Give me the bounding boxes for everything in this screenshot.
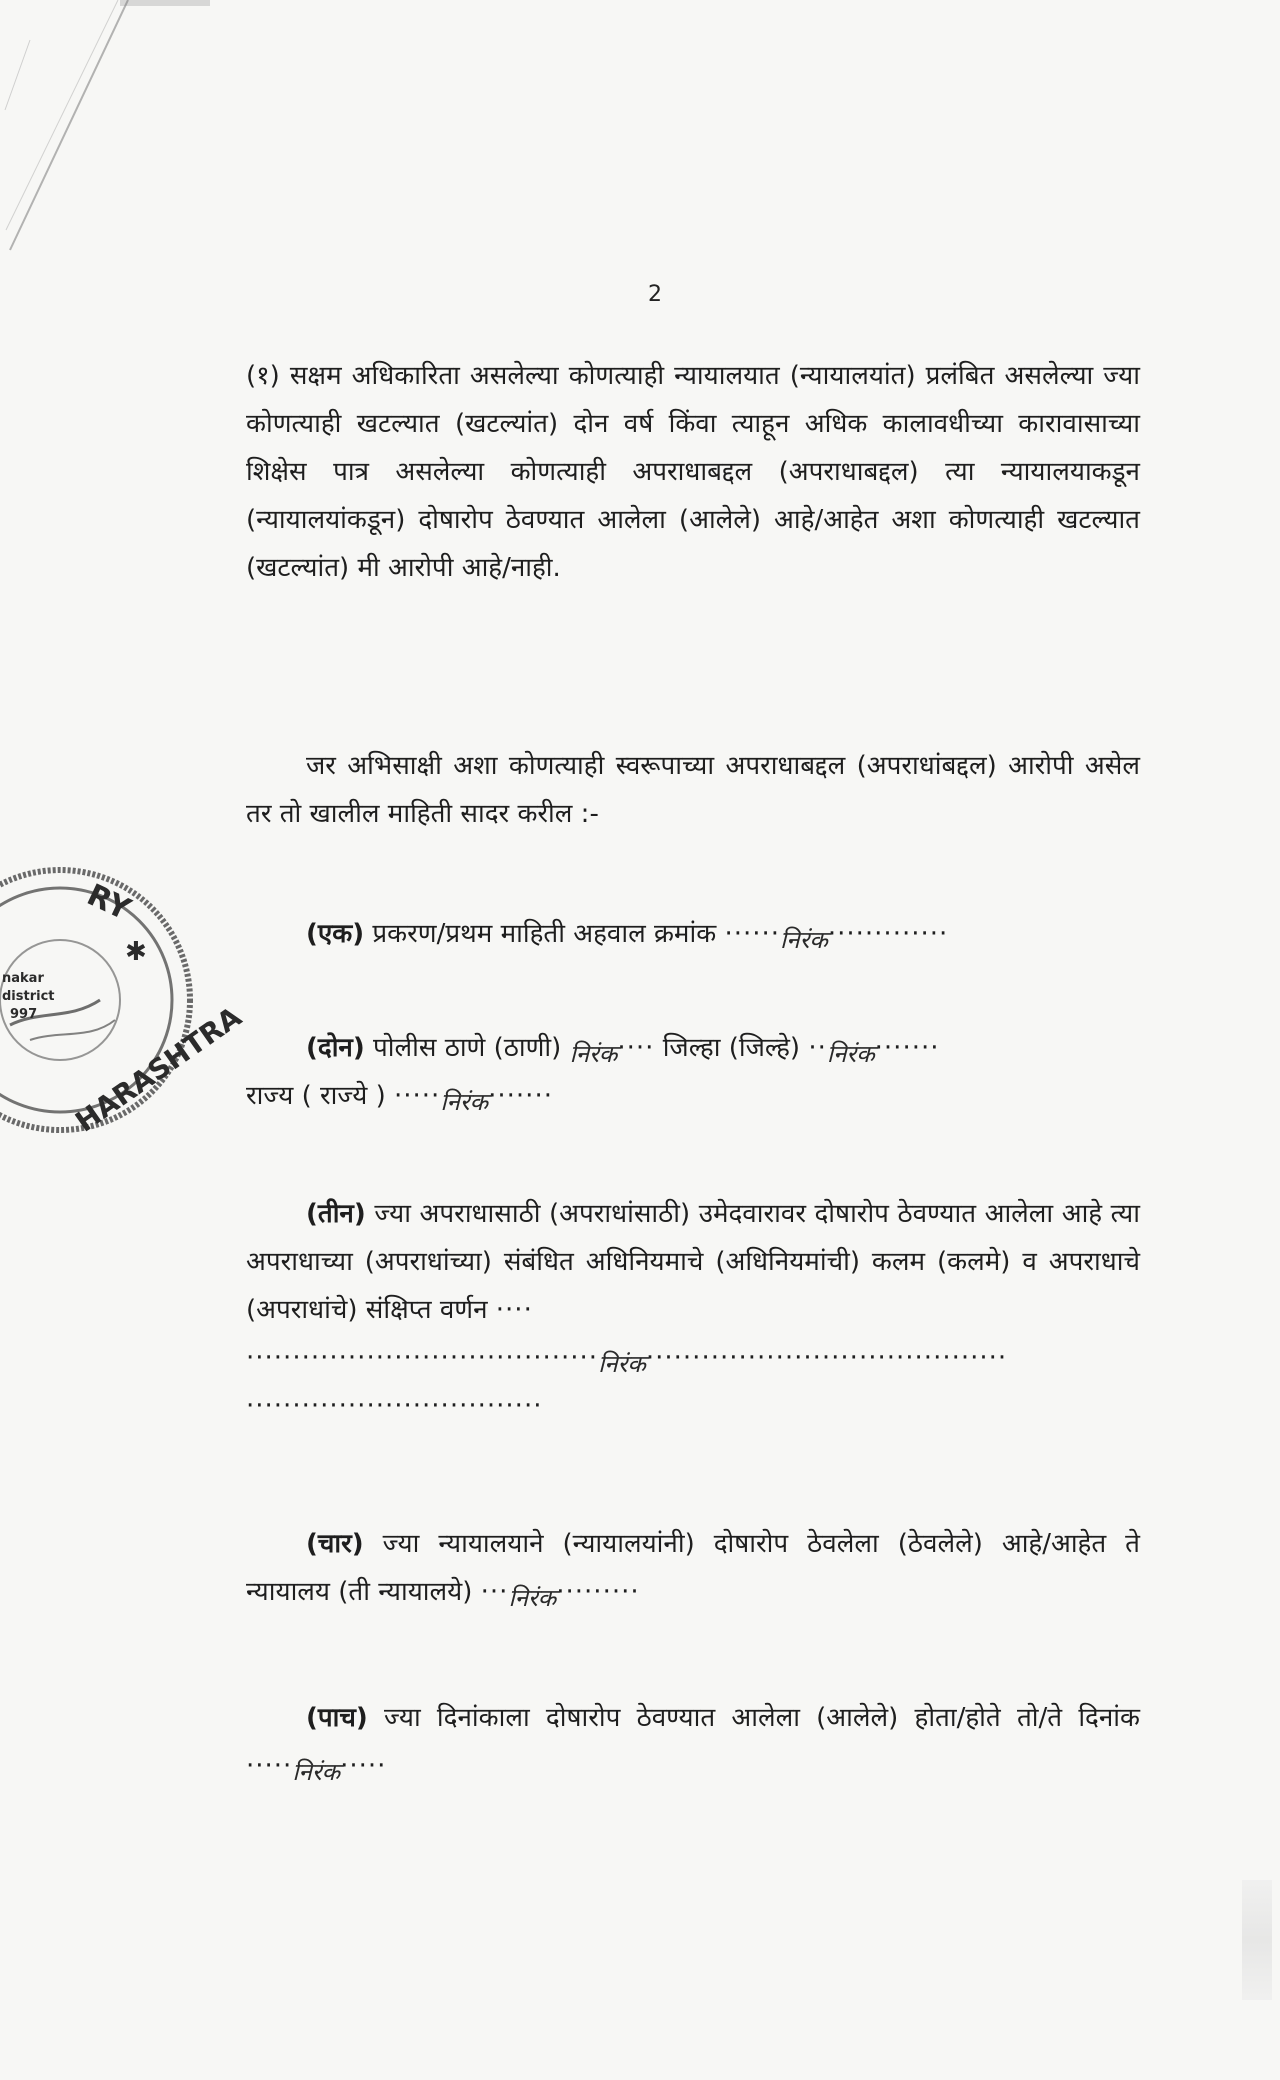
- handwritten-answer: निरंक: [598, 1350, 646, 1378]
- item-text: राज्य ( राज्ये ): [246, 1081, 386, 1111]
- item-marker: (तीन): [306, 1199, 366, 1229]
- handwritten-answer: निरंक: [292, 1758, 341, 1786]
- handwritten-answer: निरंक: [440, 1088, 489, 1116]
- svg-text:✱: ✱: [125, 937, 147, 967]
- scan-smudge-right: [1242, 1880, 1272, 2000]
- dotted-line: ····: [617, 1033, 655, 1063]
- item-four: [246, 1520, 1140, 1616]
- dotted-line: ································: [246, 1391, 543, 1421]
- dotted-line: ··: [808, 1033, 827, 1063]
- item-text: ज्या दिनांकाला दोषारोप ठेवण्यात आलेला (आलेले) होता/होते तो/ते दिनांक: [384, 1703, 1140, 1733]
- svg-text:district: district: [2, 989, 55, 1004]
- handwritten-answer: निरंक: [508, 1584, 557, 1612]
- svg-text:HARASHTRA: HARASHTRA: [69, 1000, 248, 1139]
- item-text: जिल्हा (जिल्हे): [662, 1033, 801, 1063]
- dotted-line: ·····: [246, 1751, 293, 1781]
- svg-text:RY: RY: [81, 877, 136, 928]
- dotted-line: ·········: [556, 1577, 640, 1607]
- paragraph-1: (१) सक्षम अधिकारिता असलेल्या कोणत्याही न्यायालयात (न्यायालयांत) प्रलंबित असलेल्या ज्या कोणत्याही खटल्यात (खटल्यांत) दोन वर्ष किंवा त्याहून अधिक कालावधीच्या कारावासाच्या शिक्षेस पात्र असलेल्या कोणत्याही अपराधाबद्दल (अपराधाबद्दल) त्या न्यायालयाकडून (न्यायालयांकडून) दोषारोप ठेवण्यात आलेला (आलेले) आहे/आहेत अशा कोणत्याही खटल्यात (खटल्यांत) मी आरोपी आहे/नाही.: [246, 361, 1140, 583]
- item-one: [246, 910, 1140, 958]
- dotted-line: ·······: [874, 1033, 940, 1063]
- dotted-line: ·······································: [645, 1343, 1008, 1373]
- item-five: [246, 1694, 1140, 1790]
- handwritten-answer: निरंक: [826, 1040, 875, 1068]
- item-marker: (पाच): [306, 1703, 368, 1733]
- item-marker: (एक): [306, 919, 365, 949]
- dotted-line: ·····: [340, 1751, 387, 1781]
- scan-edge-marks: [0, 0, 200, 300]
- item-two: [246, 1024, 1140, 1120]
- handwritten-answer: निरंक: [569, 1040, 618, 1068]
- item-text: प्रकरण/प्रथम माहिती अहवाल क्रमांक: [372, 919, 717, 949]
- svg-text:nakar: nakar: [2, 971, 44, 986]
- dotted-line: ···: [480, 1577, 509, 1607]
- item-three: [246, 1190, 1140, 1430]
- page-number: 2: [648, 282, 662, 307]
- item-marker: (चार): [306, 1529, 364, 1559]
- dotted-line: ······································: [246, 1343, 599, 1373]
- dotted-line: ·····: [394, 1081, 441, 1111]
- dotted-line: ·············: [827, 919, 949, 949]
- svg-text:997: 997: [10, 1007, 38, 1022]
- dotted-line: ····: [495, 1295, 533, 1325]
- item-text: ज्या अपराधासाठी (अपराधांसाठी) उमेदवारावर दोषारोप ठेवण्यात आलेला आहे त्या अपराधाच्या (अपराधांच्या) संबंधित अधिनियमाचे (अधिनियमांची) कलम (कलमे) व अपराधाचे (अपराधांचे) संक्षिप्त वर्णन: [246, 1199, 1140, 1325]
- item-marker: (दोन): [306, 1033, 365, 1063]
- dotted-line: ······: [724, 919, 781, 949]
- item-text: पोलीस ठाणे (ठाणी): [373, 1033, 562, 1063]
- dotted-line: ·······: [488, 1081, 553, 1111]
- official-seal-stamp: [0, 850, 248, 1150]
- intro-paragraph: जर अभिसाक्षी अशा कोणत्याही स्वरूपाच्या अपराधाबद्दल (अपराधांबद्दल) आरोपी असेल तर तो खालील माहिती सादर करील :-: [246, 751, 1140, 829]
- handwritten-answer: निरंक: [780, 926, 828, 954]
- item-text: ज्या न्यायालयाने (न्यायालयांनी) दोषारोप ठेवलेला (ठेवलेले) आहे/आहेत ते न्यायालय (ती न्यायालये): [246, 1529, 1141, 1607]
